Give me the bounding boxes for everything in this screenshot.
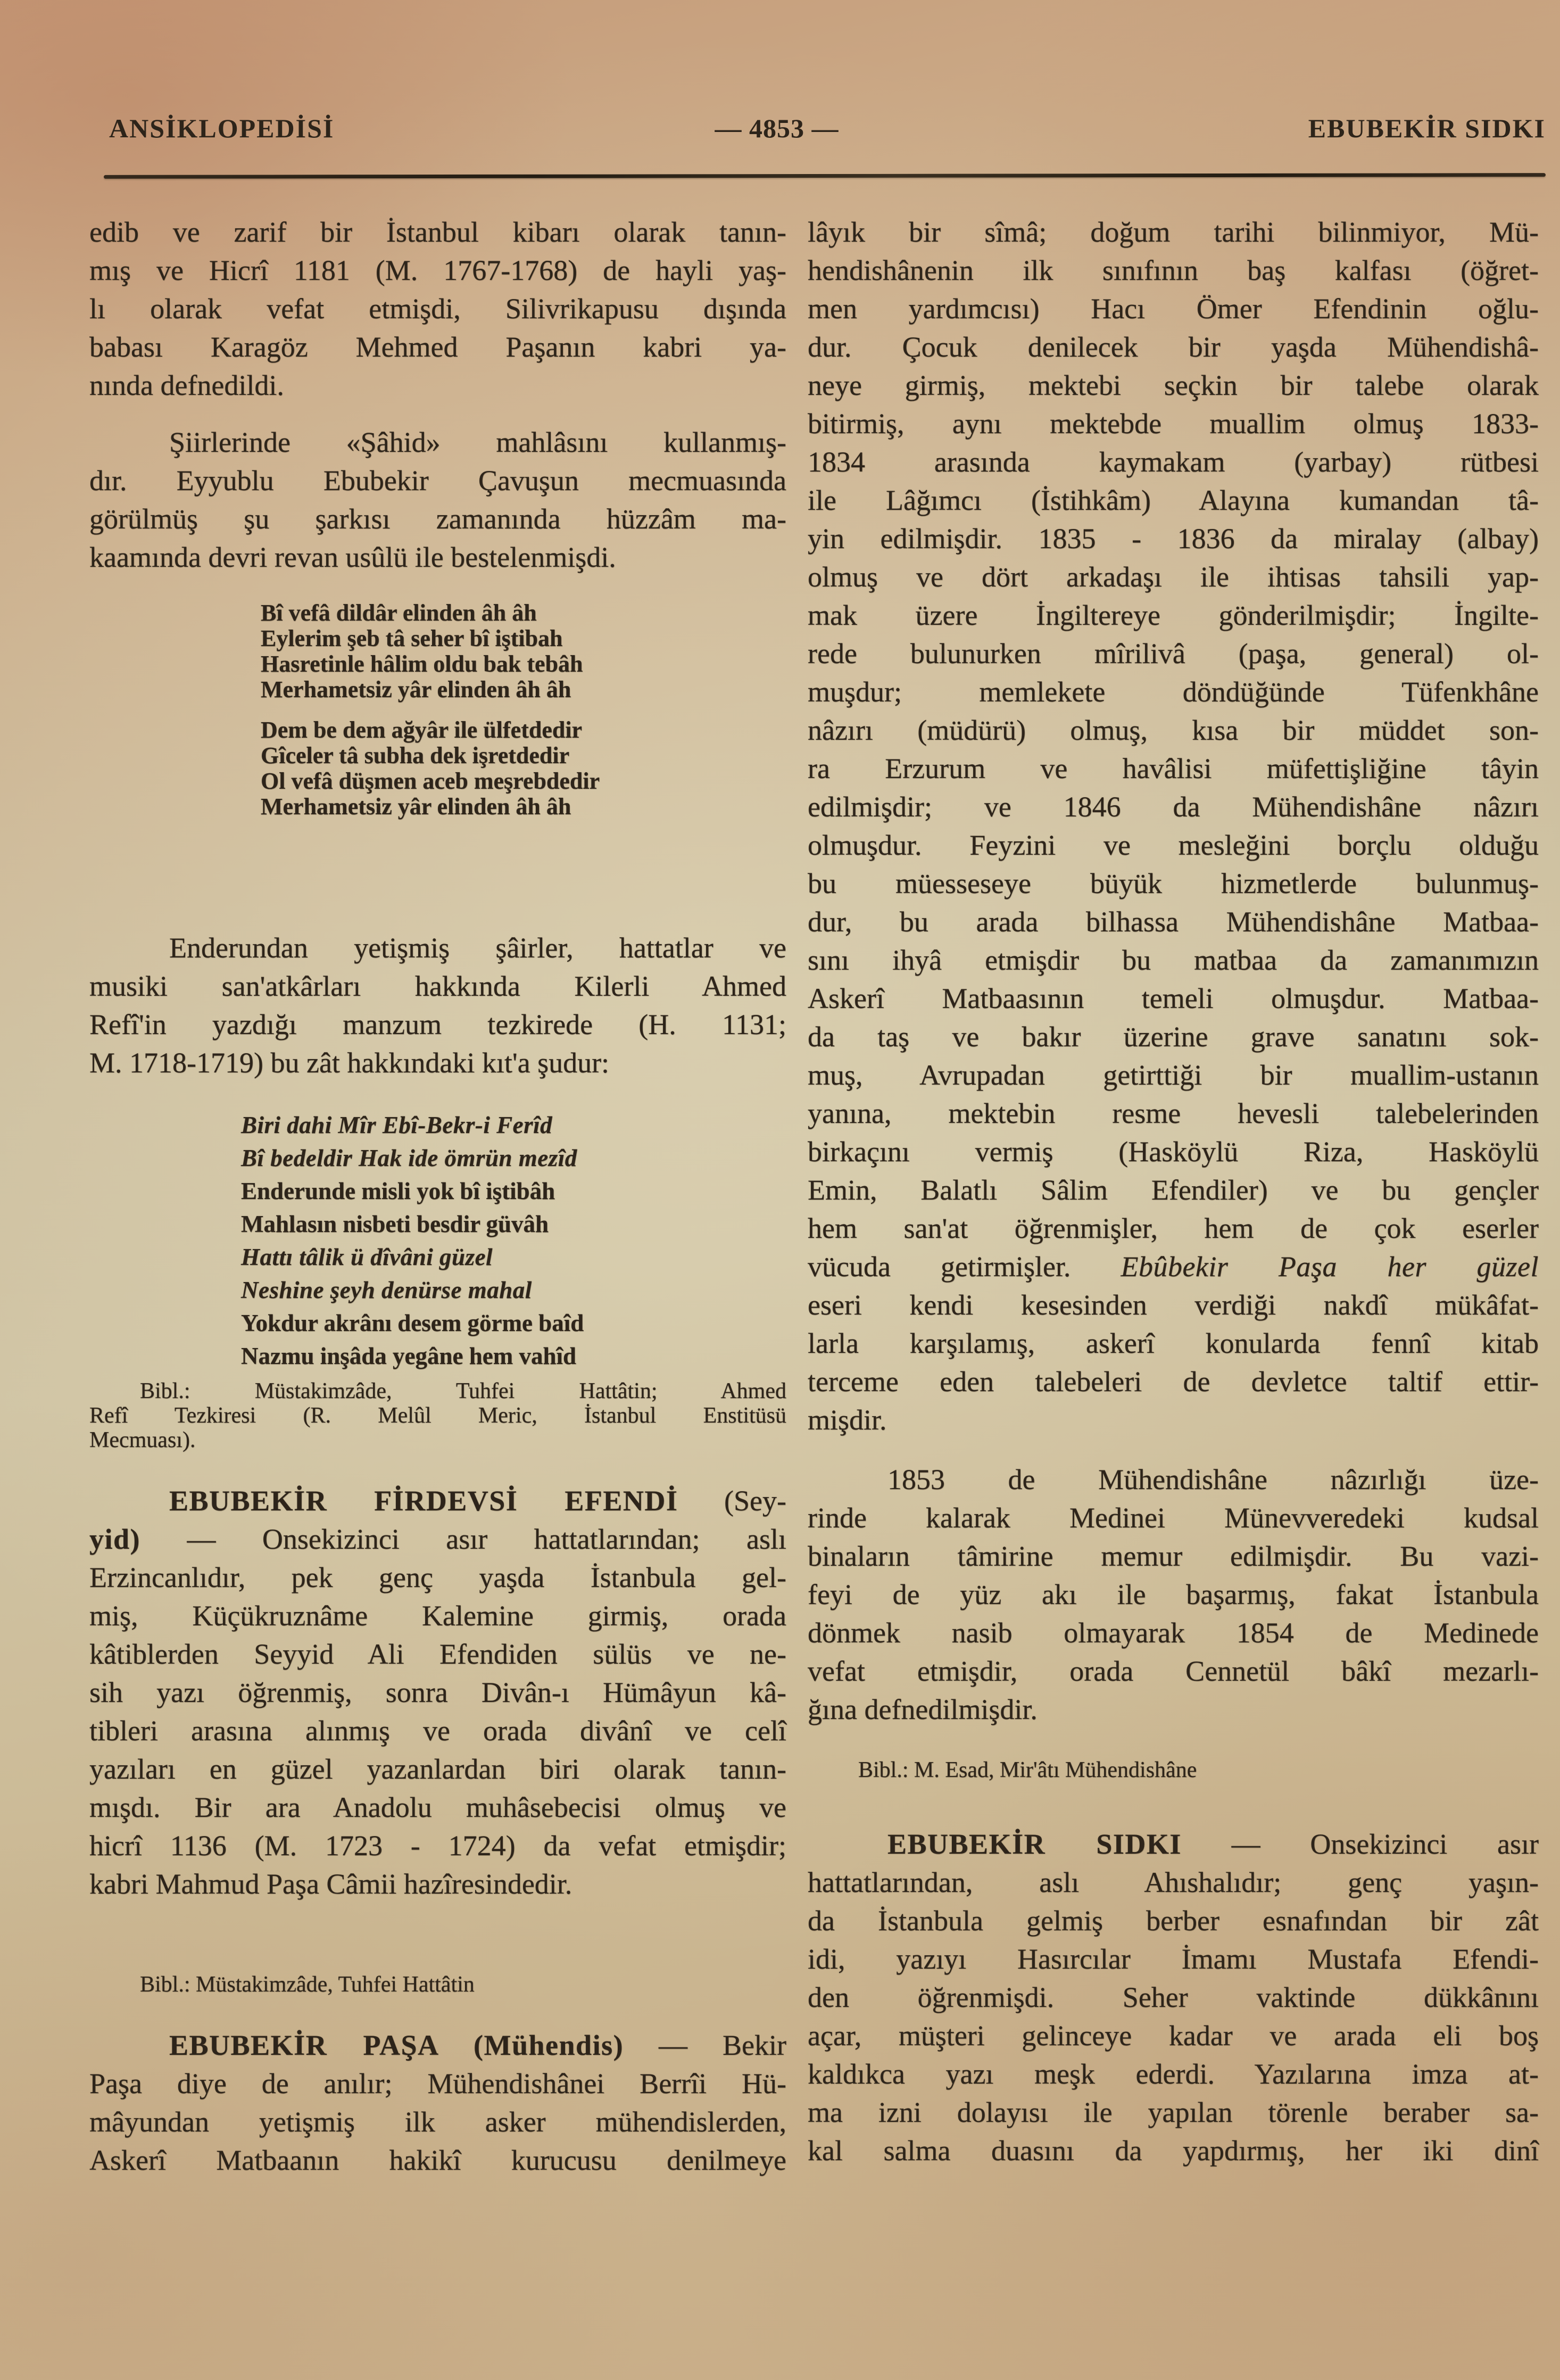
column-right	[808, 213, 1539, 2170]
verse-block	[89, 600, 786, 703]
text-line: Refî Tezkiresi (R. Melûl Meric, İstanbul Enstitüsü	[89, 1403, 786, 1428]
text-line: Merhametsiz yâr elinden âh âh	[261, 794, 571, 820]
text-line: miş, Küçükruznâme Kalemine girmiş, orada	[89, 1600, 786, 1632]
text-line: men yardımcısı) Hacı Ömer Efendinin oğlu-	[808, 293, 1539, 325]
text-line: neye girmiş, mektebi seçkin bir talebe olarak	[808, 369, 1539, 401]
text-line: Dem be dem ağyâr ile ülfetdedir	[261, 717, 583, 743]
text-line: larla karşılamış, askerî konularda fennî kitab	[808, 1327, 1539, 1359]
text-line: vücuda getirmişler. Ebûbekir Paşa her güzel	[808, 1251, 1539, 1283]
text-line: Enderundan yetişmiş şâirler, hattatlar ve	[169, 932, 786, 964]
text-line: mâyundan yetişmiş ilk asker mühendislerden,	[89, 2106, 786, 2138]
text-line: Paşa diye de anılır; Mühendishânei Berrîi Hü-	[89, 2068, 786, 2100]
text-line: mış ve Hicrî 1181 (M. 1767-1768) de hayli yaş-	[89, 254, 786, 286]
text-line: ğına defnedilmişdir.	[808, 1693, 1038, 1725]
text-line: dur, bu arada bilhassa Mühendishâne Matbaa-	[808, 906, 1539, 938]
text-line: eseri kendi kesesinden verdiği nakdî mükâfat-	[808, 1289, 1539, 1321]
text-line: Biri dahi Mîr Ebî-Bekr-i Ferîd	[241, 1112, 553, 1138]
text-line: babası Karagöz Mehmed Paşanın kabri ya-	[89, 331, 786, 363]
text-line: hendishânenin ilk sınıfının baş kalfası (öğret-	[808, 254, 1539, 286]
text-line: Refî'in yazdığı manzum tezkirede (H. 1131;	[89, 1009, 786, 1040]
text-line: terceme eden talebeleri de devletce taltif ettir-	[808, 1366, 1539, 1398]
text-line: yanına, mektebin resme hevesli talebelerinden	[808, 1097, 1539, 1129]
header-divider	[104, 173, 1546, 179]
text-line: bitirmiş, aynı mektebde muallim olmuş 1833-	[808, 408, 1539, 440]
header-journal-title: ANSİKLOPEDİSİ	[109, 113, 335, 143]
text-line: idi, yazıyı Hasırcılar İmamı Mustafa Efendi-	[808, 1943, 1539, 1975]
text-line: birkaçını vermiş (Hasköylü Riza, Hasköylü	[808, 1136, 1539, 1168]
text-line: da taş ve bakır üzerine grave sanatını sok-	[808, 1021, 1539, 1053]
text-line: muşdur; memlekete döndüğünde Tüfenkhâne	[808, 676, 1539, 708]
text-line: vefat etmişdir, orada Cennetül bâkî mezarlı-	[808, 1655, 1539, 1687]
paragraph-block	[89, 2026, 786, 2179]
text-line: hem san'at öğrenmişler, hem de çok eserler	[808, 1212, 1539, 1244]
paragraph-block	[808, 213, 1539, 1439]
text-line: ile Lâğımcı (İstihkâm) Alayına kumandan tâ-	[808, 484, 1539, 516]
paragraph-block	[808, 1825, 1539, 2170]
text-line: Hattı tâlik ü dîvâni güzel	[241, 1244, 493, 1270]
text-line: muş, Avrupadan getirttiği bir muallim-ustanın	[808, 1059, 1539, 1091]
paragraph-block	[89, 1482, 786, 1903]
text-line: M. 1718-1719) bu zât hakkındaki kıt'a şudur:	[89, 1047, 610, 1079]
text-line: nâzırı (müdürü) olmuş, kısa bir müddet son-	[808, 714, 1539, 746]
text-line: tibleri arasına alınmış ve orada divânî ve celî	[89, 1715, 786, 1747]
paragraph-block	[89, 929, 786, 1082]
text-line: mişdir.	[808, 1404, 887, 1436]
text-line: dur. Çocuk denilecek bir yaşda Mühendishâ-	[808, 331, 1539, 363]
text-line: edib ve zarif bir İstanbul kibarı olarak tanın-	[89, 216, 786, 248]
text-line: Gîceler tâ subha dek işretdedir	[261, 742, 570, 768]
text-line: binaların tâmirine memur edilmişdir. Bu vazi-	[808, 1540, 1539, 1572]
text-line: EBUBEKİR PAŞA (Mühendis) — Bekir	[169, 2029, 786, 2061]
text-line: nında defnedildi.	[89, 369, 284, 401]
text-line: olmuşdur. Feyzini ve mesleğini borçlu olduğu	[808, 829, 1539, 861]
text-line: Nazmu inşâda yegâne hem vahîd	[241, 1343, 577, 1369]
text-line: Askerî Matbaanın hakikî kurucusu denilmeye	[89, 2144, 786, 2176]
text-line: dır. Eyyublu Ebubekir Çavuşun mecmuasında	[89, 465, 786, 497]
bibliography-block	[89, 1972, 786, 1997]
bibliography-block	[808, 1758, 1539, 1782]
header-page-number: — 4853 —	[715, 113, 839, 143]
text-line: Eylerim şeb tâ seher bî iştibah	[261, 625, 563, 651]
text-line: hattatlarından, aslı Ahıshalıdır; genç yaşın-	[808, 1866, 1539, 1898]
text-line: EBUBEKİR SIDKI — Onsekizinci asır	[887, 1828, 1539, 1860]
text-line: Bibl.: Müstakimzâde, Tuhfei Hattâtin	[140, 1972, 475, 1997]
text-line: Bibl.: M. Esad, Mir'âtı Mühendishâne	[858, 1758, 1197, 1782]
paragraph-block	[808, 1460, 1539, 1729]
text-line: kaamında devri revan usûlü ile bestelenmişdi.	[89, 541, 616, 573]
text-line: Mahlasın nisbeti besdir güvâh	[241, 1211, 549, 1237]
text-line: Ol vefâ düşmen aceb meşrebdedir	[261, 768, 600, 794]
text-line: Askerî Matbaasının temeli olmuşdur. Matbaa-	[808, 982, 1539, 1014]
text-line: dönmek nasib olmayarak 1854 de Medinede	[808, 1617, 1539, 1649]
text-line: EBUBEKİR FİRDEVSİ EFENDİ (Sey-	[169, 1485, 787, 1517]
bibliography-block	[89, 1379, 786, 1452]
text-line: sih yazı öğrenmiş, sonra Divân-ı Hümâyun kâ-	[89, 1676, 786, 1708]
text-line: ra Erzurum ve havâlisi müfettişliğine tâyin	[808, 753, 1539, 784]
text-line: açar, müşteri gelinceye kadar ve arada eli boş	[808, 2020, 1539, 2052]
text-line: rinde kalarak Medinei Münevveredeki kudsal	[808, 1502, 1539, 1534]
text-line: lı olarak vefat etmişdi, Silivrikapusu dışında	[89, 293, 786, 325]
text-line: feyi de yüz akı ile başarmış, fakat İstanbula	[808, 1579, 1539, 1610]
text-line: Bibl.: Müstakimzâde, Tuhfei Hattâtin; Ahmed	[140, 1379, 786, 1403]
text-line: kâtiblerden Seyyid Ali Efendiden sülüs ve ne-	[89, 1638, 786, 1670]
header-article-title: EBUBEKİR SIDKI	[1308, 113, 1546, 143]
text-line: da İstanbula gelmiş berber esnafından bir zât	[808, 1905, 1539, 1937]
text-line: Yokdur akrânı desem görme baîd	[241, 1310, 584, 1336]
text-line: musiki san'atkârları hakkında Kilerli Ahmed	[89, 970, 786, 1002]
text-line: den öğrenmişdi. Seher vaktinde dükkânını	[808, 1981, 1539, 2013]
text-line: 1834 arasında kaymakam (yarbay) rütbesi	[808, 446, 1539, 478]
text-line: Bî bedeldir Hak ide ömrün mezîd	[241, 1145, 577, 1171]
text-line: hicrî 1136 (M. 1723 - 1724) da vefat etmişdir;	[89, 1830, 786, 1862]
text-line: görülmüş şu şarkısı zamanında hüzzâm ma-	[89, 503, 786, 535]
text-line: 1853 de Mühendishâne nâzırlığı üze-	[887, 1464, 1539, 1495]
text-line: Neshine şeyh denürse mahal	[241, 1277, 532, 1303]
verse-block	[89, 1109, 786, 1373]
column-left	[89, 213, 786, 2179]
paragraph-block	[89, 423, 786, 576]
text-line: edilmişdir; ve 1846 da Mühendishâne nâzırı	[808, 791, 1539, 823]
text-line: mak üzere İngiltereye gönderilmişdir; İngilte-	[808, 599, 1539, 631]
text-line: yin edilmişdir. 1835 - 1836 da miralay (albay)	[808, 523, 1539, 555]
text-line: yazıları en güzel yazanlardan biri olarak tanın-	[89, 1753, 786, 1785]
verse-block	[89, 717, 786, 820]
text-line: bu müesseseye büyük hizmetlerde bulunmuş-	[808, 867, 1539, 899]
text-line: lâyık bir sîmâ; doğum tarihi bilinmiyor, Mü-	[808, 216, 1539, 248]
text-line: Merhametsiz yâr elinden âh âh	[261, 676, 571, 703]
text-line: sını ihyâ etmişdir bu matbaa da zamanımızın	[808, 944, 1539, 976]
text-line: Enderunde misli yok bî iştibâh	[241, 1178, 555, 1204]
text-line: olmuş ve dört arkadaşı ile ihtisas tahsili yap-	[808, 561, 1539, 593]
text-line: mışdı. Bir ara Anadolu muhâsebecisi olmuş ve	[89, 1791, 786, 1823]
text-line: Bî vefâ dildâr elinden âh âh	[261, 600, 537, 626]
text-line: Emin, Balatlı Sâlim Efendiler) ve bu gençler	[808, 1174, 1539, 1206]
page-header	[0, 113, 1560, 150]
text-line: Mecmuası).	[89, 1428, 196, 1452]
text-line: yid) — Onsekizinci asır hattatlarından; aslı	[89, 1523, 786, 1555]
text-line: rede bulunurken mîrilivâ (paşa, general) ol-	[808, 638, 1539, 670]
text-line: kaldıkca yazı meşk ederdi. Yazılarına imza at-	[808, 2058, 1539, 2090]
text-line: Hasretinle hâlim oldu bak tebâh	[261, 651, 583, 677]
text-line: Erzincanlıdır, pek genç yaşda İstanbula gel-	[89, 1561, 786, 1593]
text-line: kal salma duasını da yapdırmış, her iki dinî	[808, 2135, 1539, 2167]
text-line: Şiirlerinde «Şâhid» mahlâsını kullanmış-	[169, 426, 786, 458]
text-line: kabri Mahmud Paşa Câmii hazîresindedir.	[89, 1868, 572, 1900]
text-line: ma izni dolayısı ile yapılan törenle beraber sa-	[808, 2096, 1539, 2128]
paragraph-block	[89, 213, 786, 404]
